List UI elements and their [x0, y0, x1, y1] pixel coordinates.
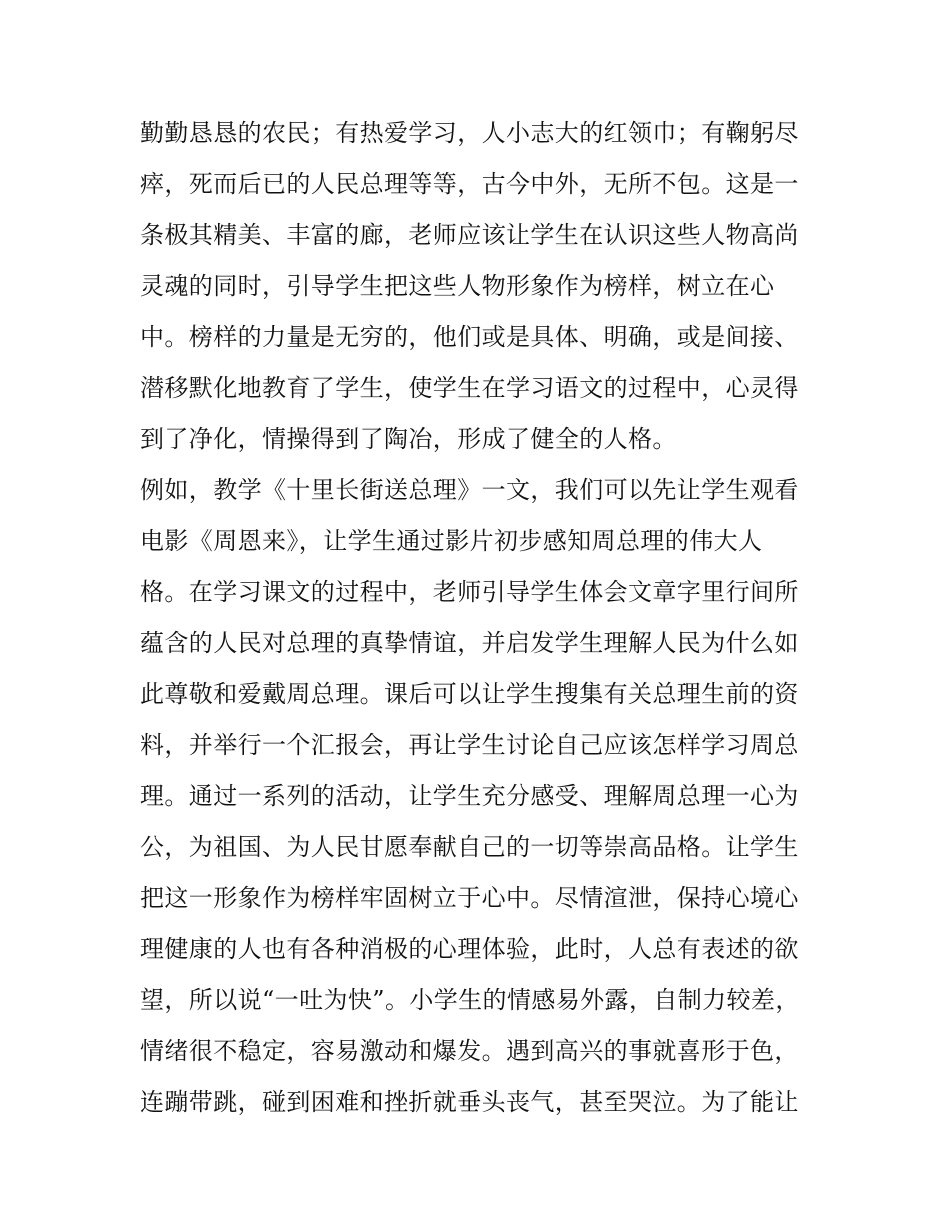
text-line-15: 公，为祖国、为人民甘愿奉献自己的一切等崇高品格。让学生	[140, 833, 799, 861]
text-line-6: 潜移默化地教育了学生，使学生在学习语文的过程中，心灵得	[140, 374, 799, 402]
text-line-9: 电影《周恩来》，让学生通过影片初步感知周总理的伟大人	[140, 527, 763, 555]
text-line-20: 连蹦带跳，碰到困难和挫折就垂头丧气，甚至哭泣。为了能让	[140, 1088, 799, 1116]
text-line-8: 例如，教学《十里长街送总理》一文，我们可以先让学生观看	[140, 476, 799, 504]
text-line-2: 瘁，死而后已的人民总理等等，古今中外，无所不包。这是一	[140, 170, 799, 198]
text-line-4: 灵魂的同时，引导学生把这些人物形象作为榜样，树立在心	[140, 272, 775, 300]
text-line-18: 望，所以说“一吐为快”。小学生的情感易外露，自制力较差，	[140, 986, 800, 1014]
body-text	[140, 108, 820, 1128]
text-line-7: 到了净化，情操得到了陶冶，形成了健全的人格。	[140, 425, 677, 453]
text-line-19: 情绪很不稳定，容易激动和爆发。遇到高兴的事就喜形于色，	[140, 1037, 799, 1065]
text-line-17: 理健康的人也有各种消极的心理体验，此时，人总有表述的欲	[140, 935, 799, 963]
text-line-12: 此尊敬和爱戴周总理。课后可以让学生搜集有关总理生前的资	[140, 680, 799, 708]
text-line-11: 蕴含的人民对总理的真挚情谊，并启发学生理解人民为什么如	[140, 629, 799, 657]
text-line-1: 勤勤恳恳的农民；有热爱学习，人小志大的红领巾；有鞠躬尽	[140, 119, 799, 147]
text-line-10: 格。在学习课文的过程中，老师引导学生体会文章字里行间所	[140, 578, 799, 606]
text-line-16: 把这一形象作为榜样牢固树立于心中。尽情渲泄，保持心境心	[140, 884, 799, 912]
text-line-3: 条极其精美、丰富的廊，老师应该让学生在认识这些人物高尚	[140, 221, 799, 249]
text-line-5: 中。榜样的力量是无穷的，他们或是具体、明确，或是间接、	[140, 323, 799, 351]
text-line-13: 料，并举行一个汇报会，再让学生讨论自己应该怎样学习周总	[140, 731, 799, 759]
text-line-14: 理。通过一系列的活动，让学生充分感受、理解周总理一心为	[140, 782, 799, 810]
